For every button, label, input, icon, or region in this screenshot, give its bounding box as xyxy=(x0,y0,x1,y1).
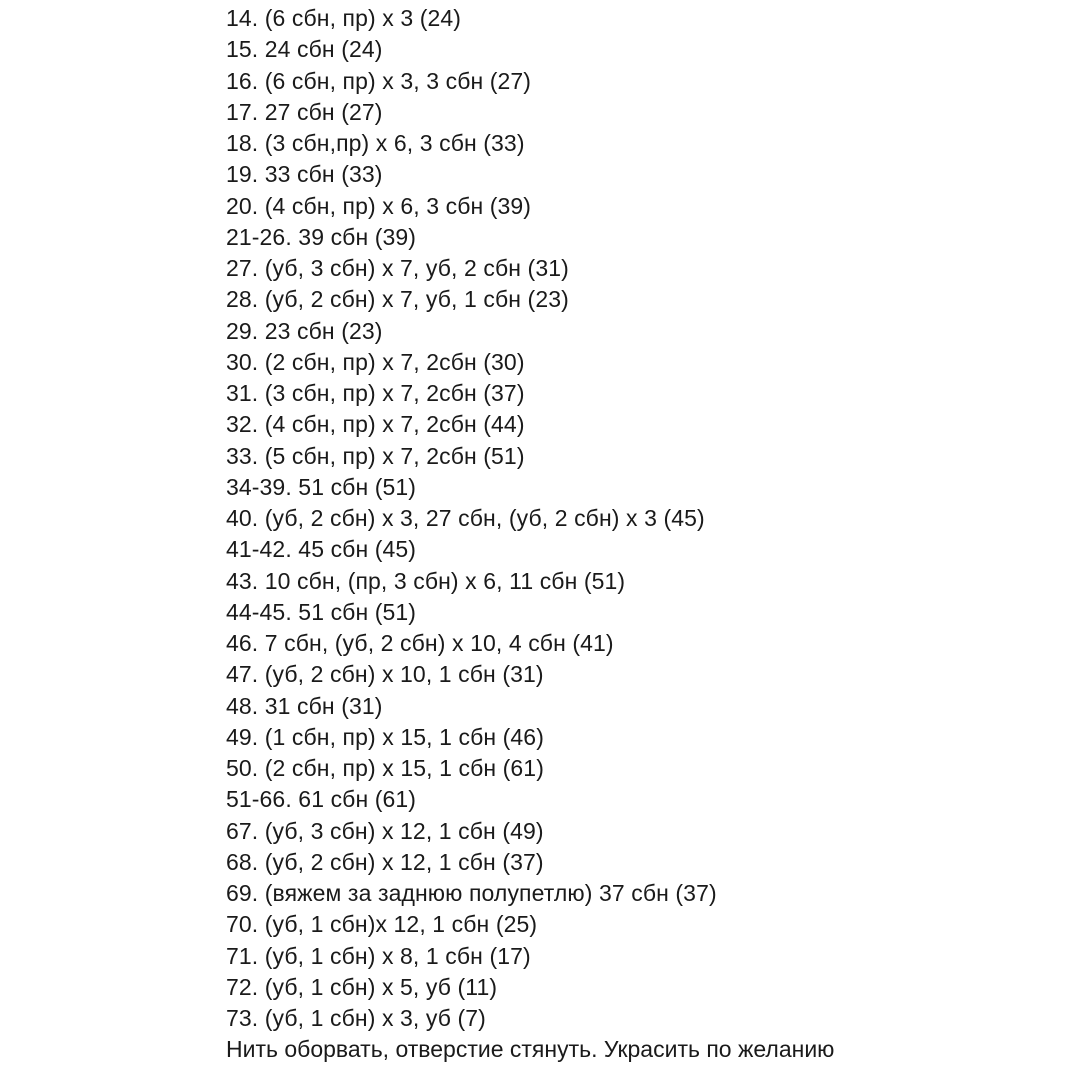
pattern-row: 34-39. 51 сбн (51) xyxy=(226,473,417,500)
pattern-row: 47. (уб, 2 сбн) х 10, 1 сбн (31) xyxy=(226,661,544,688)
pattern-row: 29. 23 сбн (23) xyxy=(226,317,383,344)
pattern-row: 19. 33 сбн (33) xyxy=(226,161,383,188)
pattern-row: 31. (3 сбн, пр) х 7, 2сбн (37) xyxy=(226,380,525,406)
pattern-row: 15. 24 сбн (24) xyxy=(226,36,383,63)
pattern-row: 51-66. 61 сбн (61) xyxy=(226,786,417,813)
pattern-row: 30. (2 сбн, пр) х 7, 2сбн (30) xyxy=(226,348,525,375)
pattern-row: 49. (1 сбн, пр) х 15, 1 сбн (46) xyxy=(226,723,544,750)
pattern-row: 50. (2 сбн, пр) х 15, 1 сбн (61) xyxy=(226,755,544,781)
pattern-rows-list xyxy=(226,3,834,1066)
pattern-row: 67. (уб, 3 сбн) х 12, 1 сбн (49) xyxy=(226,817,544,844)
pattern-row: 68. (уб, 2 сбн) х 12, 1 сбн (37) xyxy=(226,848,544,875)
pattern-row: 40. (уб, 2 сбн) х 3, 27 сбн, (уб, 2 сбн) х 3 (45) xyxy=(226,505,705,531)
pattern-row: 32. (4 сбн, пр) х 7, 2сбн (44) xyxy=(226,411,525,438)
pattern-row: 14. (6 сбн, пр) х 3 (24) xyxy=(226,5,462,31)
pattern-row: 18. (3 сбн,пр) х 6, 3 сбн (33) xyxy=(226,130,525,156)
pattern-row: 20. (4 сбн, пр) х 6, 3 сбн (39) xyxy=(226,192,532,219)
finishing-instructions: Нить оборвать, отверстие стянуть. Украсить по желанию xyxy=(226,1036,835,1063)
pattern-row: 21-26. 39 сбн (39) xyxy=(226,223,417,250)
pattern-row: 48. 31 сбн (31) xyxy=(226,692,383,719)
pattern-row: 46. 7 сбн, (уб, 2 сбн) х 10, 4 сбн (41) xyxy=(226,630,614,656)
pattern-row: 73. (уб, 1 сбн) х 3, уб (7) xyxy=(226,1005,486,1031)
pattern-row: 17. 27 сбн (27) xyxy=(226,98,383,125)
pattern-row: 44-45. 51 сбн (51) xyxy=(226,598,417,625)
pattern-row: 28. (уб, 2 сбн) х 7, уб, 1 сбн (23) xyxy=(226,286,569,313)
pattern-row: 27. (уб, 3 сбн) х 7, уб, 2 сбн (31) xyxy=(226,255,569,281)
pattern-row: 16. (6 сбн, пр) х 3, 3 сбн (27) xyxy=(226,67,532,94)
pattern-row: 33. (5 сбн, пр) х 7, 2сбн (51) xyxy=(226,442,525,469)
pattern-row: 72. (уб, 1 сбн) х 5, уб (11) xyxy=(226,973,498,1000)
pattern-row: 43. 10 сбн, (пр, 3 сбн) х 6, 11 сбн (51) xyxy=(226,567,626,594)
pattern-row: 70. (уб, 1 сбн)х 12, 1 сбн (25) xyxy=(226,911,538,938)
pattern-row: 41-42. 45 сбн (45) xyxy=(226,536,417,563)
pattern-row: 69. (вяжем за заднюю полупетлю) 37 сбн (37) xyxy=(226,880,717,906)
pattern-row: 71. (уб, 1 сбн) х 8, 1 сбн (17) xyxy=(226,942,531,969)
